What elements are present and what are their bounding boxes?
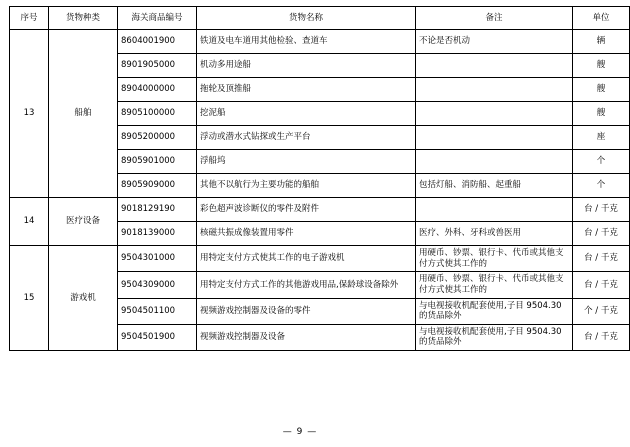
cell-unit: 台 / 千克 — [573, 324, 630, 350]
cell-name: 视频游戏控制器及设备 — [197, 324, 416, 350]
cell-category: 游戏机 — [49, 246, 118, 351]
cell-unit: 台 / 千克 — [573, 272, 630, 298]
column-header-code: 海关商品编号 — [118, 7, 197, 30]
cell-note: 包括灯船、消防船、起重船 — [416, 174, 573, 198]
cell-name: 核磁共振成像装置用零件 — [197, 222, 416, 246]
goods-table — [9, 6, 630, 351]
table-header-row — [10, 7, 630, 30]
cell-note: 与电视接收机配套使用,子目 9504.30 的货品除外 — [416, 298, 573, 324]
cell-note: 不论是否机动 — [416, 30, 573, 54]
cell-name: 用特定支付方式使其工作的电子游戏机 — [197, 246, 416, 272]
cell-name: 浮动或潜水式钻探或生产平台 — [197, 126, 416, 150]
cell-unit: 个 / 千克 — [573, 298, 630, 324]
cell-unit: 台 / 千克 — [573, 198, 630, 222]
cell-name: 浮船坞 — [197, 150, 416, 174]
table-row — [10, 198, 630, 222]
cell-note: 用硬币、钞票、银行卡、代币或其他支付方式使其工作的 — [416, 246, 573, 272]
cell-seq: 13 — [10, 30, 49, 198]
cell-code: 9504301000 — [118, 246, 197, 272]
cell-note — [416, 150, 573, 174]
cell-name: 机动多用途船 — [197, 54, 416, 78]
cell-unit: 艘 — [573, 102, 630, 126]
cell-name: 挖泥船 — [197, 102, 416, 126]
cell-seq: 14 — [10, 198, 49, 246]
cell-code: 9018139000 — [118, 222, 197, 246]
cell-name: 铁道及电车道用其他检验、查道车 — [197, 30, 416, 54]
cell-code: 8901905000 — [118, 54, 197, 78]
cell-name: 拖轮及顶推船 — [197, 78, 416, 102]
cell-note — [416, 198, 573, 222]
cell-code: 8905200000 — [118, 126, 197, 150]
cell-note — [416, 102, 573, 126]
cell-name: 用特定支付方式工作的其他游戏用品,保龄球设备除外 — [197, 272, 416, 298]
cell-code: 9504501900 — [118, 324, 197, 350]
cell-code: 8905909000 — [118, 174, 197, 198]
cell-unit: 艘 — [573, 78, 630, 102]
cell-category: 船舶 — [49, 30, 118, 198]
cell-name: 彩色超声波诊断仪的零件及附件 — [197, 198, 416, 222]
table-header — [10, 7, 630, 30]
cell-unit: 辆 — [573, 30, 630, 54]
cell-note — [416, 126, 573, 150]
column-header-seq: 序号 — [10, 7, 49, 30]
cell-unit: 个 — [573, 150, 630, 174]
cell-unit: 台 / 千克 — [573, 246, 630, 272]
cell-seq: 15 — [10, 246, 49, 351]
column-header-name: 货物名称 — [197, 7, 416, 30]
cell-code: 8905901000 — [118, 150, 197, 174]
cell-code: 8904000000 — [118, 78, 197, 102]
table-body — [10, 30, 630, 351]
cell-note: 与电视接收机配套使用,子目 9504.30 的货品除外 — [416, 324, 573, 350]
cell-note: 用硬币、钞票、银行卡、代币或其他支付方式使其工作的 — [416, 272, 573, 298]
column-header-unit: 单位 — [573, 7, 630, 30]
cell-code: 8604001900 — [118, 30, 197, 54]
table-row — [10, 30, 630, 54]
cell-unit: 台 / 千克 — [573, 222, 630, 246]
cell-note: 医疗、外科、牙科或兽医用 — [416, 222, 573, 246]
cell-unit: 艘 — [573, 54, 630, 78]
cell-code: 9504309000 — [118, 272, 197, 298]
cell-code: 8905100000 — [118, 102, 197, 126]
cell-note — [416, 78, 573, 102]
column-header-category: 货物种类 — [49, 7, 118, 30]
cell-unit: 座 — [573, 126, 630, 150]
cell-name: 其他不以航行为主要功能的船舶 — [197, 174, 416, 198]
cell-note — [416, 54, 573, 78]
cell-code: 9018129190 — [118, 198, 197, 222]
table-row — [10, 246, 630, 272]
cell-name: 视频游戏控制器及设备的零件 — [197, 298, 416, 324]
page-number: — 9 — — [282, 427, 318, 437]
cell-unit: 个 — [573, 174, 630, 198]
column-header-note: 备注 — [416, 7, 573, 30]
cell-category: 医疗设备 — [49, 198, 118, 246]
cell-code: 9504501100 — [118, 298, 197, 324]
